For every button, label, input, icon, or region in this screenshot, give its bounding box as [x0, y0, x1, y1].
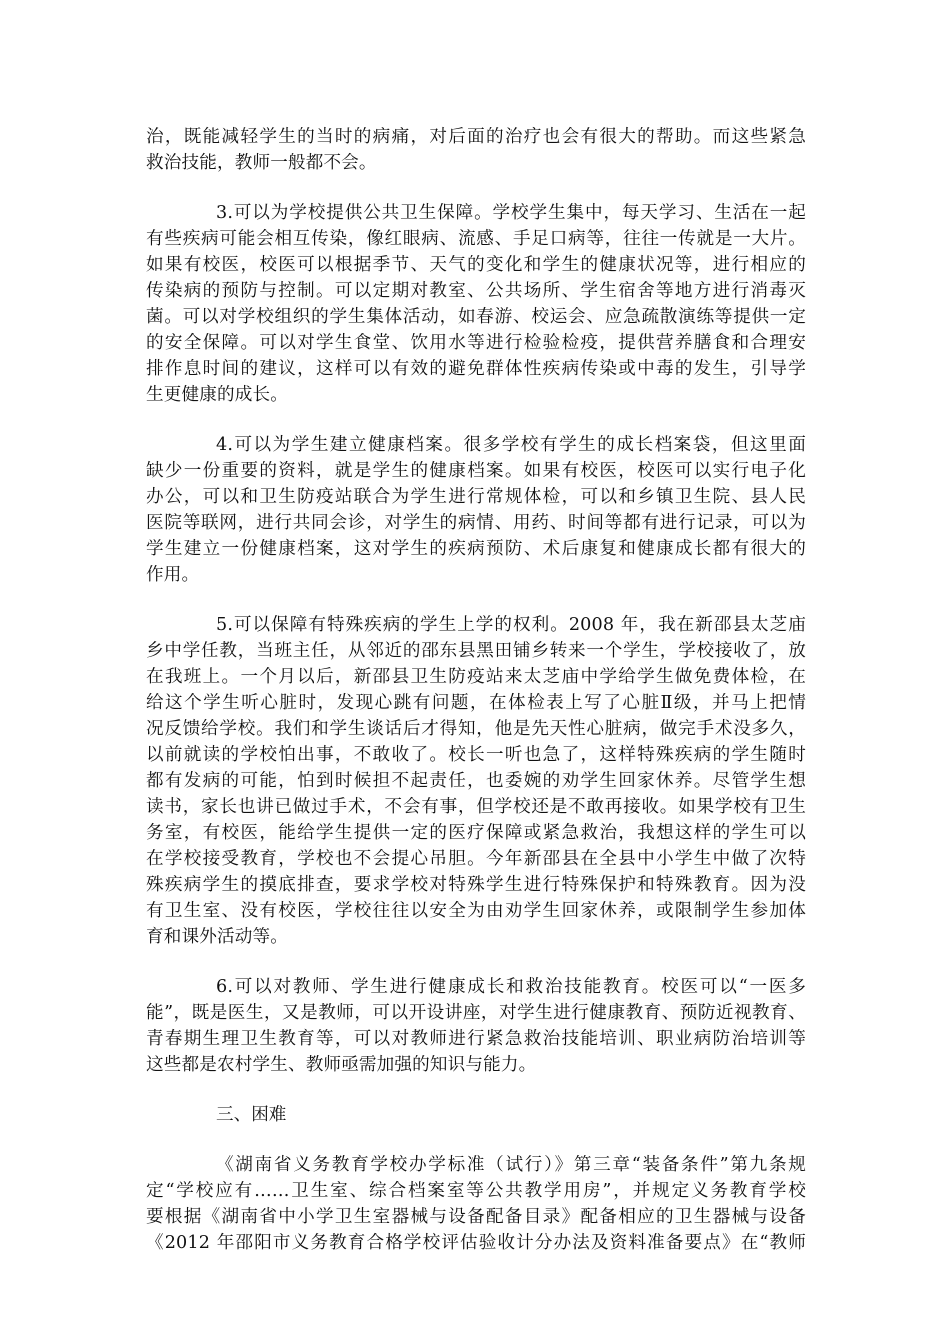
paragraph-health-records: [146, 432, 806, 588]
text-line: 《湖南省义务教育学校办学标准（试行）》第三章“装备条件”第九条规: [216, 1155, 806, 1175]
text-line: 生更健康的成长。: [146, 385, 288, 405]
text-line: 医院等联网，进行共同会诊，对学生的病情、用药、时间等都有进行记录，可以为: [146, 513, 806, 533]
section-heading: 三、困难: [216, 1105, 287, 1125]
text-line: 要根据《湖南省中小学卫生室器械与设备配备目录》配备相应的卫生器械与设备: [146, 1207, 806, 1227]
paragraph-special-illness: [146, 612, 806, 950]
text-line: 读书，家长也讲已做过手术，不会有事，但学校还是不敢再接收。如果学校有卫生: [146, 797, 806, 817]
text-line: 在我班上。一个月以后，新邵县卫生防疫站来太芝庙中学给学生做免费体检，在: [146, 667, 806, 687]
text-line: 6.可以对教师、学生进行健康成长和救治技能教育。校医可以“一医多: [216, 977, 806, 997]
text-line: 殊疾病学生的摸底排查，要求学校对特殊学生进行特殊保护和特殊教育。因为没: [146, 875, 806, 895]
text-line: 给这个学生听心脏时，发现心跳有问题，在体检表上写了心脏Ⅱ级，并马上把情: [146, 693, 806, 713]
text-line: 能”，既是医生，又是教师，可以开设讲座，对学生进行健康教育、预防近视教育、: [146, 1003, 806, 1023]
text-line: 办公，可以和卫生防疫站联合为学生进行常规体检，可以和乡镇卫生院、县人民: [146, 487, 806, 507]
text-line: 治，既能减轻学生的当时的病痛，对后面的治疗也会有很大的帮助。而这些紧急: [146, 127, 806, 147]
text-line: 救治技能，教师一般都不会。: [146, 153, 377, 173]
text-line: 这些都是农村学生、教师亟需加强的知识与能力。: [146, 1055, 537, 1075]
text-line: 都有发病的可能，怕到时候担不起责任，也委婉的劝学生回家休养。尽管学生想: [146, 771, 806, 791]
text-line: 4.可以为学生建立健康档案。很多学校有学生的成长档案袋，但这里面: [216, 435, 806, 455]
text-line: 定“学校应有……卫生室、综合档案室等公共教学用房”，并规定义务教育学校: [146, 1181, 806, 1201]
text-line: 缺少一份重要的资料，就是学生的健康档案。如果有校医，校医可以实行电子化: [146, 461, 806, 481]
text-line: 乡中学任教，当班主任，从邻近的邵东县黑田铺乡转来一个学生，学校接收了，放: [146, 641, 806, 661]
text-line: 青春期生理卫生教育等，可以对教师进行紧急救治技能培训、职业病防治培训等: [146, 1029, 806, 1049]
text-line: 菌。可以对学校组织的学生集体活动，如春游、校运会、应急疏散演练等提供一定: [146, 307, 806, 327]
text-line: 如果有校医，校医可以根据季节、天气的变化和学生的健康状况等，进行相应的: [146, 255, 806, 275]
text-line: 有些疾病可能会相互传染，像红眼病、流感、手足口病等，往往一传就是一大片。: [146, 229, 806, 249]
text-line: 5.可以保障有特殊疾病的学生上学的权利。2008 年，我在新邵县太芝庙: [216, 615, 806, 635]
text-line: 的安全保障。可以对学生食堂、饮用水等进行检验检疫，提供营养膳食和合理安: [146, 333, 806, 353]
text-line: 学生建立一份健康档案，这对学生的疾病预防、术后康复和健康成长都有很大的: [146, 539, 806, 559]
text-line: 作用。: [146, 565, 200, 585]
text-line: 育和课外活动等。: [146, 927, 288, 947]
paragraph-health-education: [146, 974, 806, 1078]
paragraph-continuation: [146, 124, 806, 176]
text-line: 以前就读的学校怕出事，不敢收了。校长一听也急了，这样特殊疾病的学生随时: [146, 745, 806, 765]
document-body: [146, 124, 806, 1256]
text-line: 在学校接受教育，学校也不会提心吊胆。今年新邵县在全县中小学生中做了次特: [146, 849, 806, 869]
text-line: 况反馈给学校。我们和学生谈话后才得知，他是先天性心脏病，做完手术没多久，: [146, 719, 806, 739]
paragraph-public-health: [146, 200, 806, 408]
text-line: 《2012 年邵阳市义务教育合格学校评估验收计分办法及资料准备要点》在“教师: [146, 1233, 806, 1253]
text-line: 有卫生室、没有校医，学校往往以安全为由劝学生回家休养，或限制学生参加体: [146, 901, 806, 921]
text-line: 务室，有校医，能给学生提供一定的医疗保障或紧急救治，我想这样的学生可以: [146, 823, 806, 843]
text-line: 排作息时间的建议，这样可以有效的避免群体性疾病传染或中毒的发生，引导学: [146, 359, 806, 379]
text-line: 3.可以为学校提供公共卫生保障。学校学生集中，每天学习、生活在一起: [216, 203, 806, 223]
paragraph-difficulties: [146, 1152, 806, 1256]
text-line: 传染病的预防与控制。可以定期对教室、公共场所、学生宿舍等地方进行消毒灭: [146, 281, 806, 301]
